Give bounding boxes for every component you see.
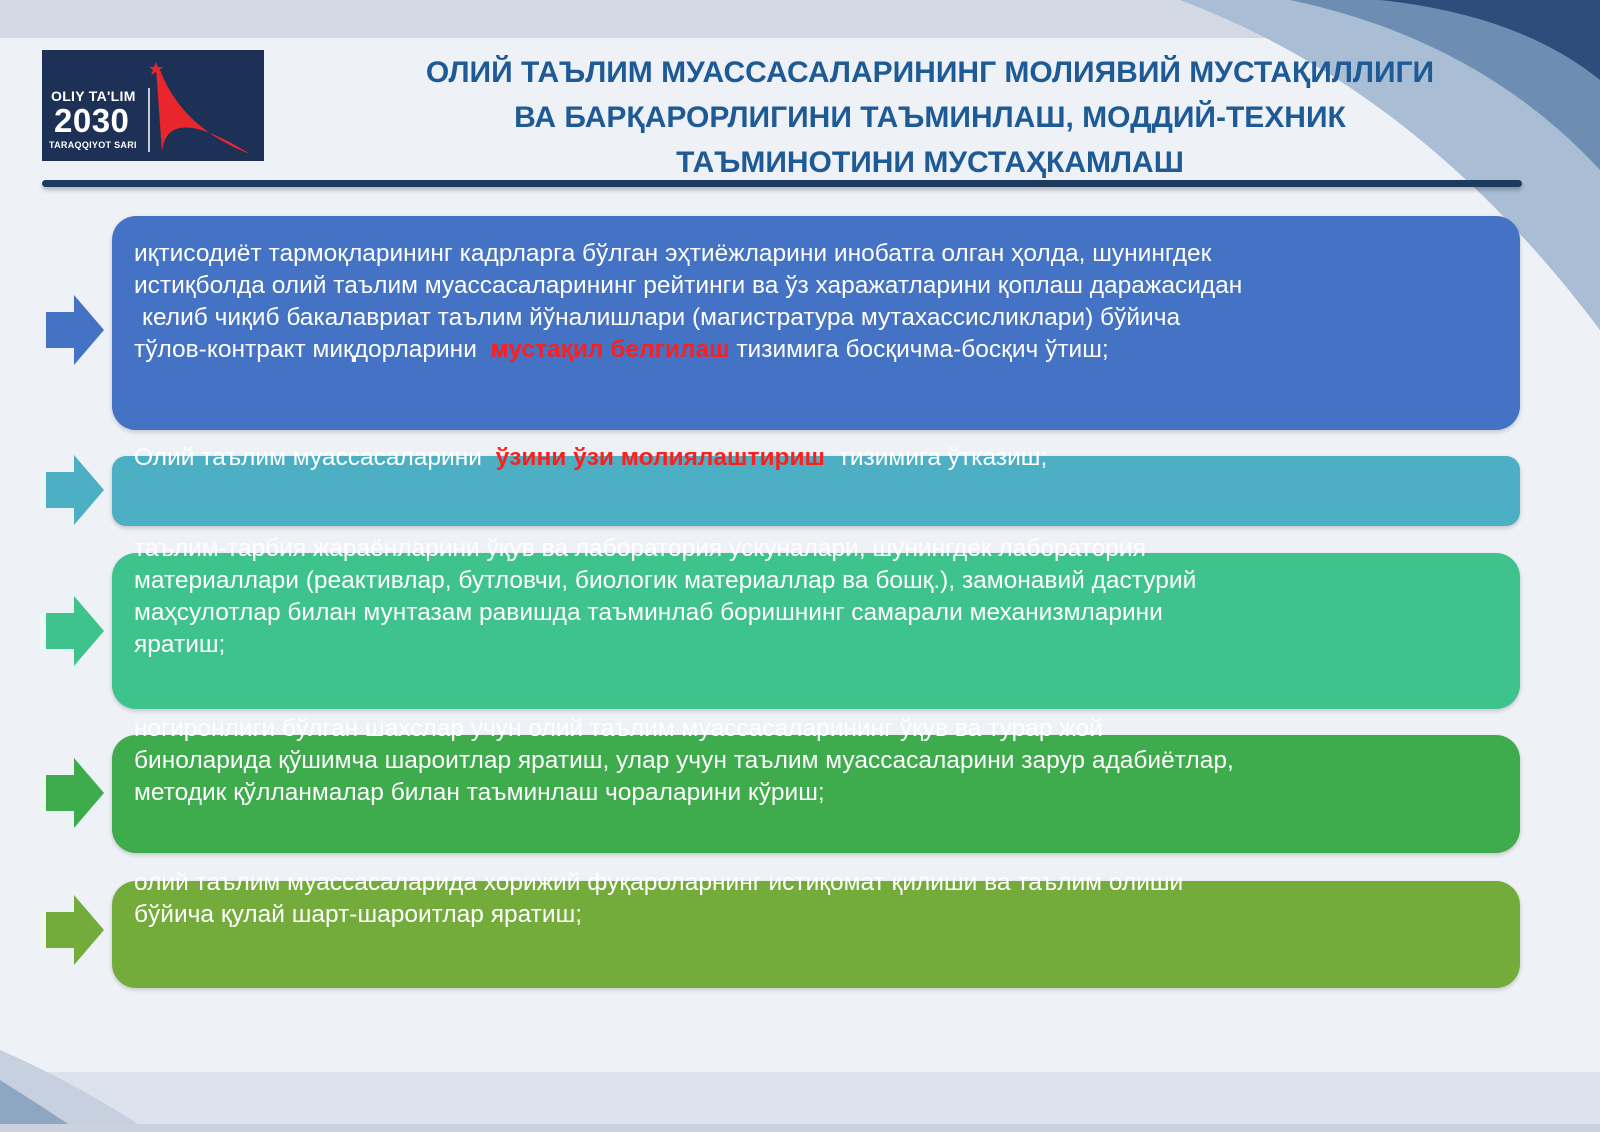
item-1-line-2: истиқболда олий таълим муассасаларининг рейтинги ва ўз харажатларини қоплаш даражасидан (134, 272, 1243, 299)
item-3-line-4: яратиш; (134, 631, 226, 658)
item-5-line-2: бўйича қулай шарт-шароитлар яратиш; (134, 901, 583, 928)
item-1-text-after: тизимига босқичма-босқич ўтиш; (736, 336, 1109, 363)
logo-line-3: TARAQQIYOT SARI (49, 140, 137, 150)
title-line-3: ТАЪМИНОТИНИ МУСТАҲКАМЛАШ (676, 146, 1184, 179)
arrow-right-icon (40, 758, 104, 828)
item-3-line-2: материаллари (реактивлар, бутловчи, биологик материаллар ва бошқ.), замонавий дастурий (134, 567, 1197, 594)
logo (42, 50, 264, 161)
item-box-5 (112, 869, 1520, 988)
item-1-highlight: мустақил белгилаш (490, 336, 730, 363)
logo-line-1: OLIY TA'LIM (51, 88, 136, 104)
item-3-line-1: таълим-тарбия жараёнларини ўқув ва лаборатория ускуналари, шунингдек лаборатория (134, 535, 1146, 562)
item-5-line-1: олий таълим муассасаларида хорижий фуқароларнинг истиқомат қилиши ва таълим олиши (134, 869, 1184, 896)
item-1-line-3: келиб чиқиб бакалавриат таълим йўналишлари (магистратура мутахассисликлари) бўйича (142, 304, 1181, 331)
title-line-2: ВА БАРҚАРОРЛИГИНИ ТАЪМИНЛАШ, МОДДИЙ-ТЕХНИК (514, 101, 1346, 134)
page-title (280, 50, 1580, 185)
item-2-line-1 (134, 442, 1498, 474)
title-divider (42, 180, 1522, 187)
item-box-1 (112, 216, 1520, 430)
arrow-right-icon (40, 596, 104, 666)
arrow-right-icon (40, 895, 104, 965)
item-1-line-1: иқтисодиёт тармоқларининг кадрларга бўлган эҳтиёжларини инобатга олган ҳолда, шунингдек (134, 240, 1212, 267)
item-box-3 (112, 535, 1520, 709)
item-2-text: Олий таълим муассасаларини (134, 444, 482, 471)
item-1-text: тўлов-контракт миқдорларини (134, 336, 477, 363)
item-1-line-4 (134, 334, 1498, 366)
item-box-4 (112, 715, 1520, 853)
arrow-right-icon (40, 455, 104, 525)
title-line-1: ОЛИЙ ТАЪЛИМ МУАССАСАЛАРИНИНГ МОЛИЯВИЙ МУСТАҚИЛЛИГИ (425, 56, 1435, 89)
item-4-line-2: биноларида қўшимча шароитлар яратиш, улар учун таълим муассасаларини зарур адабиётлар, (134, 747, 1234, 774)
item-2-text-after: тизимига ўтказиш; (838, 444, 1048, 471)
item-3-line-3: маҳсулотлар билан мунтазам равишда таъминлаб боришнинг самарали механизмларини (134, 599, 1163, 626)
item-4-line-1: ногиронлиги бўлган шахслар учун олий таълим муассасаларининг ўқув ва турар жой (134, 715, 1103, 742)
item-4-line-3: методик қўлланмалар билан таъминлаш чораларини кўриш; (134, 779, 825, 806)
logo-year: 2030 (54, 102, 130, 139)
item-2-highlight: ўзини ўзи молиялаштириш (495, 444, 825, 471)
item-box-2 (112, 444, 1520, 526)
arrow-right-icon (40, 295, 104, 365)
